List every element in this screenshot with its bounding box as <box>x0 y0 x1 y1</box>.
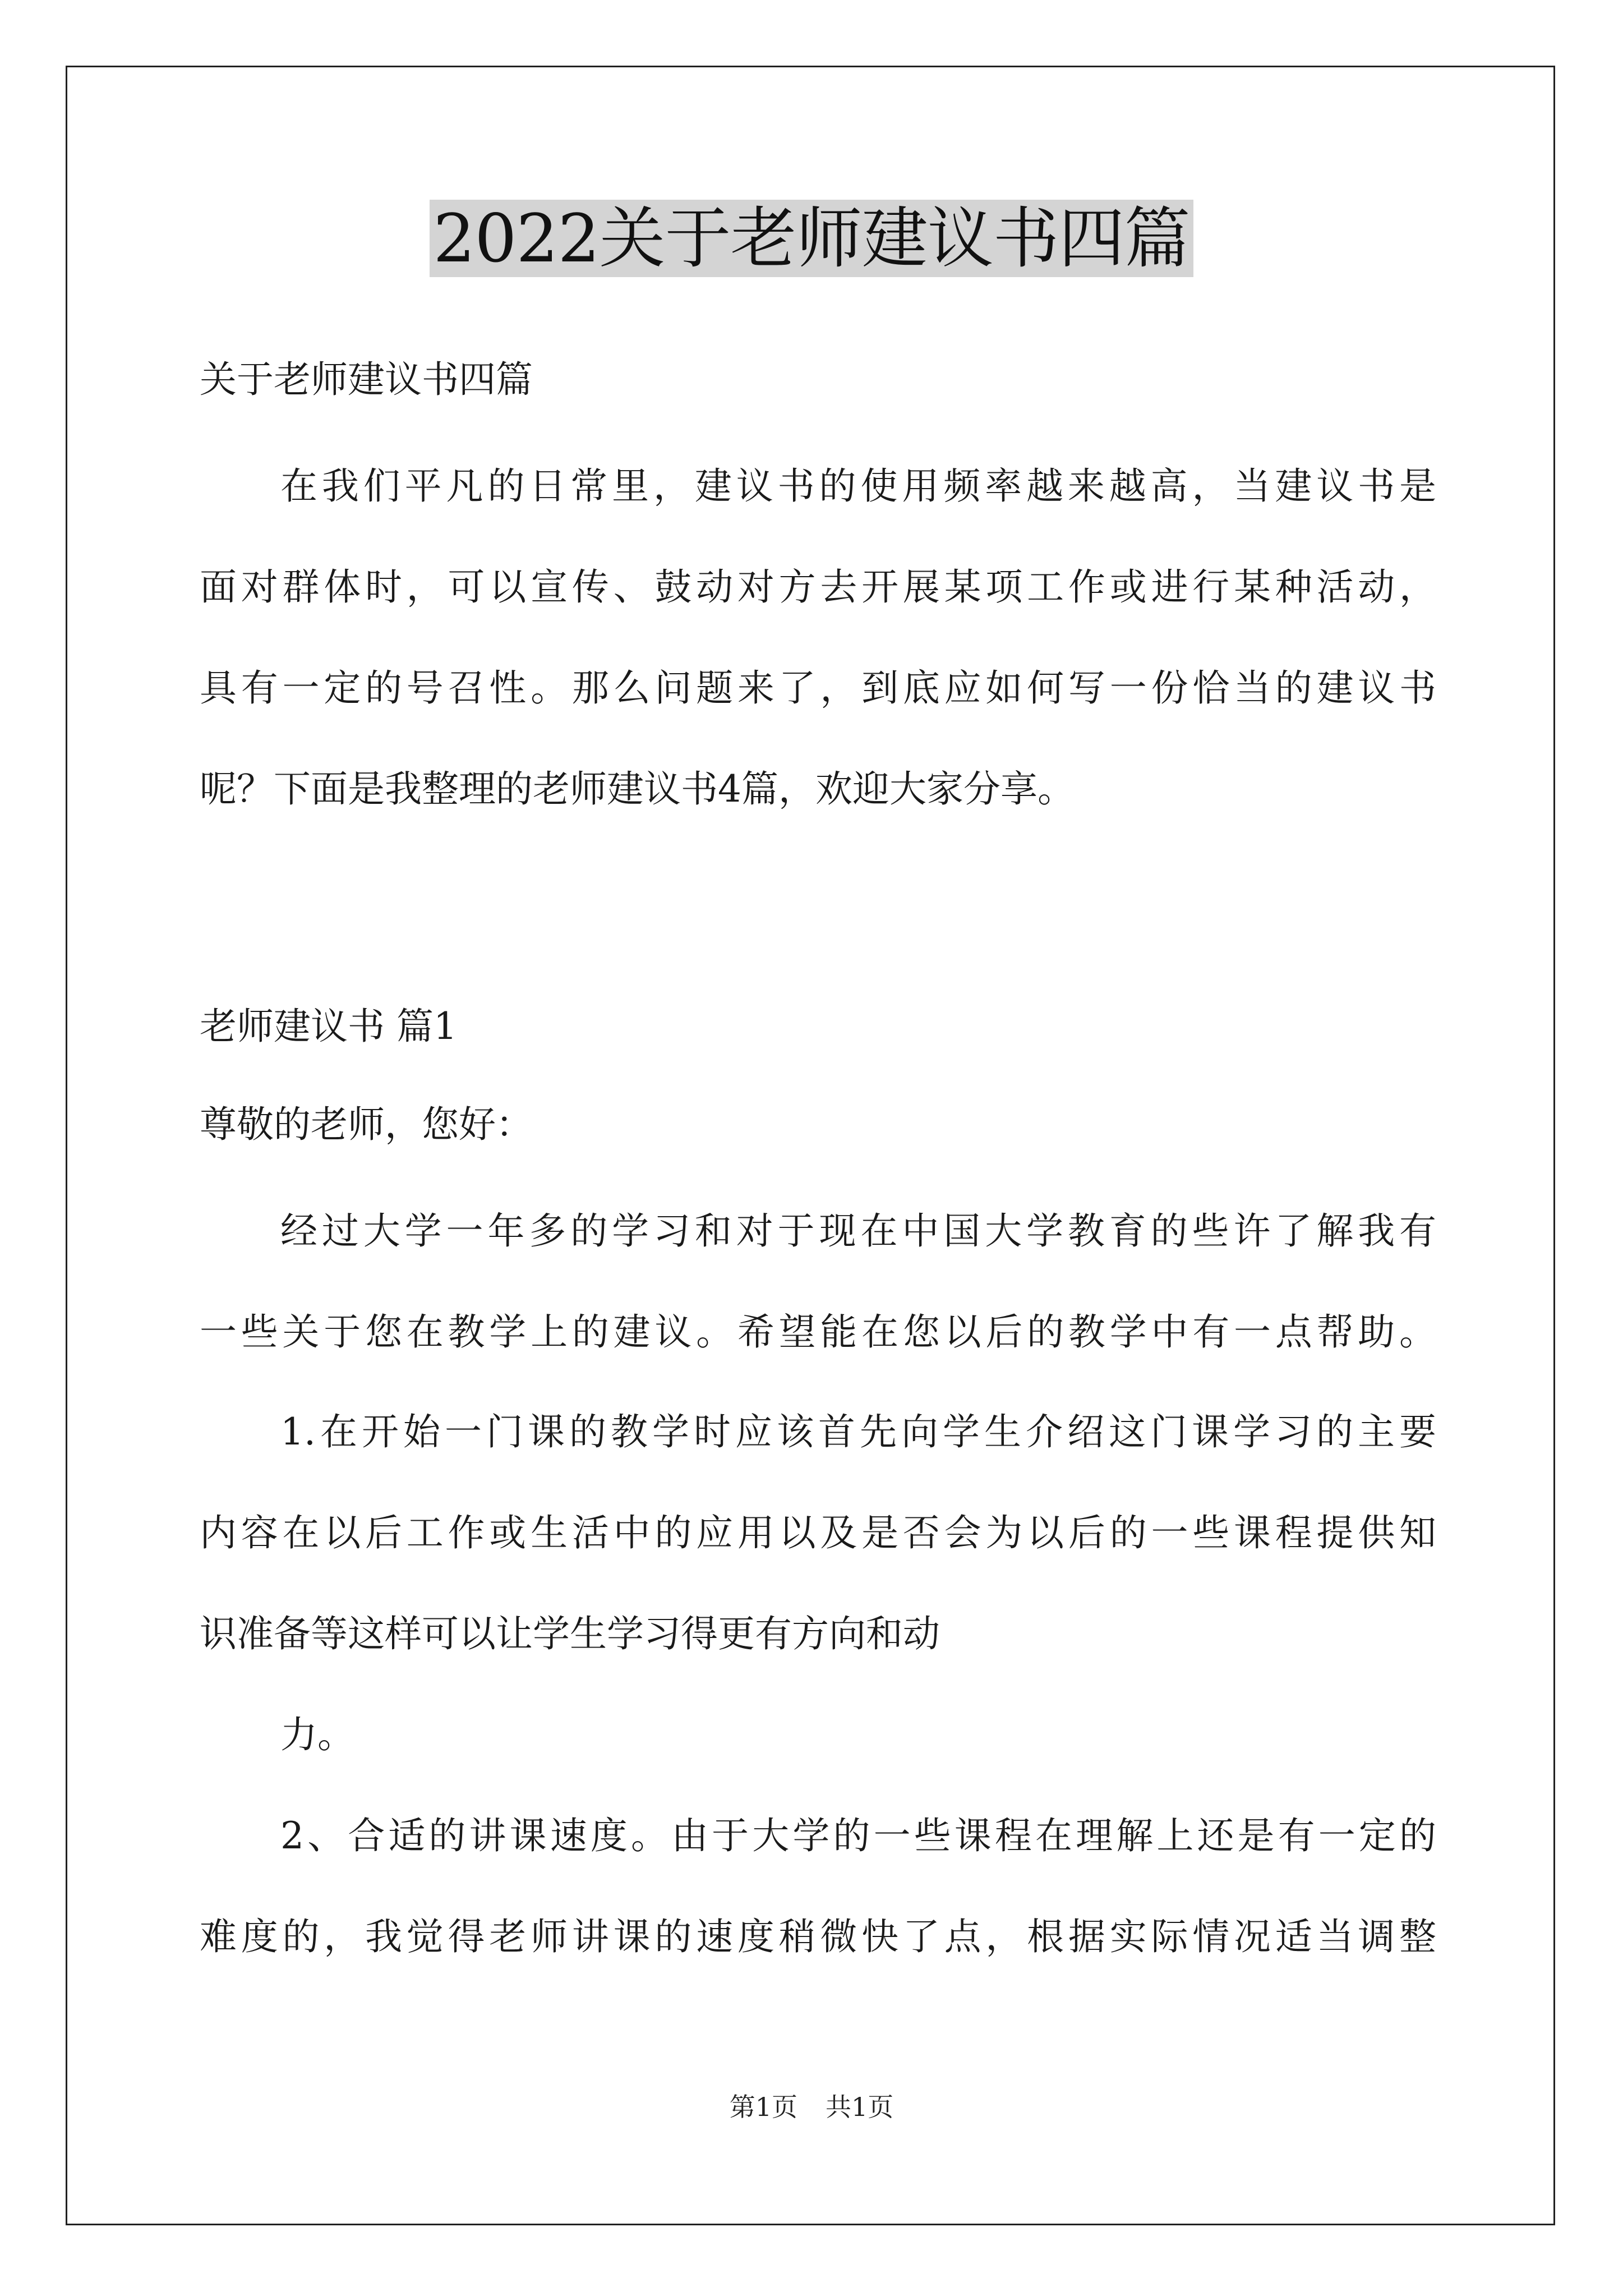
section-heading: 老师建议书 篇1 <box>200 1005 457 1048</box>
intro-line-1: 在我们平凡的日常里，建议书的使用频率越来越高，当建议书是 <box>280 464 1436 508</box>
title-container <box>0 200 1623 277</box>
body-line-8: 难度的，我觉得老师讲课的速度稍微快了点，根据实际情况适当调整 <box>200 1915 1436 1958</box>
document-subtitle: 关于老师建议书四篇 <box>200 358 533 401</box>
body-line-5: 识准备等这样可以让学生学习得更有方向和动 <box>200 1612 940 1655</box>
intro-line-4: 呢？下面是我整理的老师建议书4篇，欢迎大家分享。 <box>200 767 1075 811</box>
page-number: 第1页 <box>729 2092 797 2122</box>
body-line-4: 内容在以后工作或生活中的应用以及是否会为以后的一些课程提供知 <box>200 1511 1436 1554</box>
body-line-3: 1.在开始一门课的教学时应该首先向学生介绍这门课学习的主要 <box>280 1410 1436 1453</box>
salutation: 尊敬的老师，您好： <box>200 1103 533 1146</box>
page-total: 共1页 <box>826 2092 894 2122</box>
body-line-2: 一些关于您在教学上的建议。希望能在您以后的教学中有一点帮助。 <box>200 1310 1436 1354</box>
intro-line-2: 面对群体时，可以宣传、鼓动对方去开展某项工作或进行某种活动， <box>200 565 1436 609</box>
page-footer <box>0 2091 1623 2123</box>
body-line-1: 经过大学一年多的学习和对于现在中国大学教育的些许了解我有 <box>280 1209 1436 1253</box>
document-title: 2022关于老师建议书四篇 <box>430 200 1193 277</box>
intro-line-3: 具有一定的号召性。那么问题来了，到底应如何写一份恰当的建议书 <box>200 666 1436 710</box>
body-line-6: 力。 <box>280 1713 354 1756</box>
body-line-7: 2、合适的讲课速度。由于大学的一些课程在理解上还是有一定的 <box>280 1814 1436 1857</box>
